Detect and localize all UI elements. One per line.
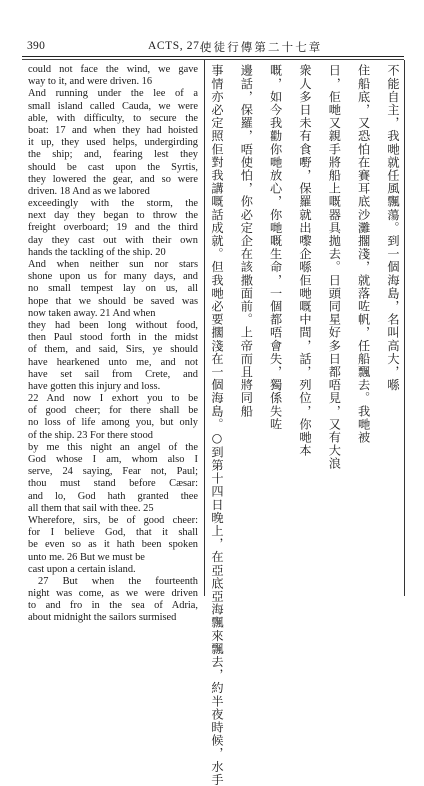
chinese-column: 不能自主，我哋就任風飄蕩。到一個海島，名叫高大，喺 <box>385 64 400 392</box>
english-line: And when neither sun nor stars <box>28 259 198 270</box>
chinese-column: 嘅，如今我勸你哋放心，你哋嘅生命，一個都唔會失，獨係失咗 <box>268 64 283 431</box>
english-line: and lo, God hath granted thee <box>28 490 198 502</box>
chinese-column: 衆人多日未有食嘢，保羅就出嚟企喺佢哋嘅中間，話，列位，你哋本 <box>297 64 312 457</box>
english-line: to and fro in the sea of Adria, <box>28 600 198 612</box>
english-line: no loss of life among you, but only <box>28 417 198 429</box>
chinese-column: 住船底，又恐怕在賽耳底沙灘擱淺，就落咗帆，任船飄去。我哋被 <box>356 64 371 444</box>
english-line: have gotten this injury and loss. <box>28 380 161 392</box>
english-line: serve, 24 saying, Fear not, Paul; <box>28 466 198 478</box>
english-line: able, with difficulty, to secure the <box>28 112 198 124</box>
english-line: shone upon us for many days, and <box>28 271 198 283</box>
chinese-column: 邊話，保羅，唔使怕，你必定企在該撒面前。上帝而且將同船 <box>239 64 254 418</box>
english-line: have hearkened unto me, and not <box>28 356 198 368</box>
right-margin-rule <box>404 60 405 596</box>
english-line: then Paul stood forth in the midst <box>28 332 198 344</box>
english-line: unto me. 26 But we must be <box>28 551 145 563</box>
english-line: small island called Cauda, we were <box>28 100 198 112</box>
english-line: now taken away. 21 And when <box>28 307 156 319</box>
english-line: the ship; and, fearing lest they <box>28 149 198 161</box>
english-line: should be cast upon the Syrtis, <box>28 161 198 173</box>
english-line: of good cheer; for there shall be <box>28 405 198 417</box>
english-text-column <box>28 64 198 624</box>
english-line: cast upon a certain island. <box>28 563 136 575</box>
english-line: exceedingly with the storm, the <box>28 198 198 210</box>
chinese-chapter-title: 使徒行傳第二十七章 <box>200 40 323 54</box>
english-line: be even so as it hath been spoken <box>28 539 198 551</box>
english-line: next day they began to throw the <box>28 210 198 222</box>
english-line: about midnight the sailors surmised <box>28 612 177 624</box>
english-line: 27 But when the fourteenth <box>38 575 198 587</box>
english-line: no small tempest lay on us, all <box>28 283 198 295</box>
chinese-column: 事情亦必定照佢對我講嘅話成就。但我哋必要擱淺在一個海島。○到第十四日晚上，在亞底亞海飄來飄去，約半夜時候，水手 <box>210 64 224 786</box>
english-line: of the ship. 23 For there stood <box>28 429 153 441</box>
english-line: they had been long without food, <box>28 319 198 331</box>
chinese-column: 日，佢哋又親手將船上嘅器具拋去。日頭同星好多日都唔見，又有大浪 <box>327 64 342 471</box>
english-line: way to it, and were driven. 16 <box>28 76 153 88</box>
english-line: God whose I am, whom also I <box>28 454 198 465</box>
page-number: 390 <box>27 40 46 52</box>
header-rule-thin <box>22 59 404 60</box>
english-line: thou must stand before Cæsar: <box>28 478 198 490</box>
english-line: Wherefore, sirs, be of good cheer: <box>28 514 198 526</box>
english-line: it up, they used helps, undergirding <box>28 137 198 149</box>
english-line: day they cast out with their own <box>28 234 198 246</box>
english-line: have set sail from Crete, and <box>28 368 198 380</box>
english-line: by me this night an angel of the <box>28 441 198 453</box>
english-line: hope that we should be saved was <box>28 295 198 307</box>
english-line: for I believe God, that it shall <box>28 527 198 539</box>
page-header <box>0 0 424 56</box>
english-line: freight overboard; 19 and the third <box>28 222 198 234</box>
english-line: could not face the wind, we gave <box>28 64 198 75</box>
column-divider <box>204 60 205 596</box>
english-line: all them that sail with thee. 25 <box>28 502 154 514</box>
english-line: night was come, as we were driven <box>28 588 198 600</box>
english-line: And running under the lee of a <box>28 88 198 100</box>
running-title: ACTS, 27. <box>148 40 203 52</box>
chinese-text-area <box>210 64 400 786</box>
english-line: of them, and said, Sirs, ye should <box>28 344 198 356</box>
english-line: driven. 18 And as we labored <box>28 185 150 197</box>
header-rule <box>22 56 404 57</box>
english-line: 22 And now I exhort you to be <box>28 393 198 405</box>
english-line: boat: 17 and when they had hoisted <box>28 124 198 136</box>
english-line: hands the tackling of the ship. 20 <box>28 246 166 258</box>
english-line: they lowered the gear, and so were <box>28 173 198 185</box>
